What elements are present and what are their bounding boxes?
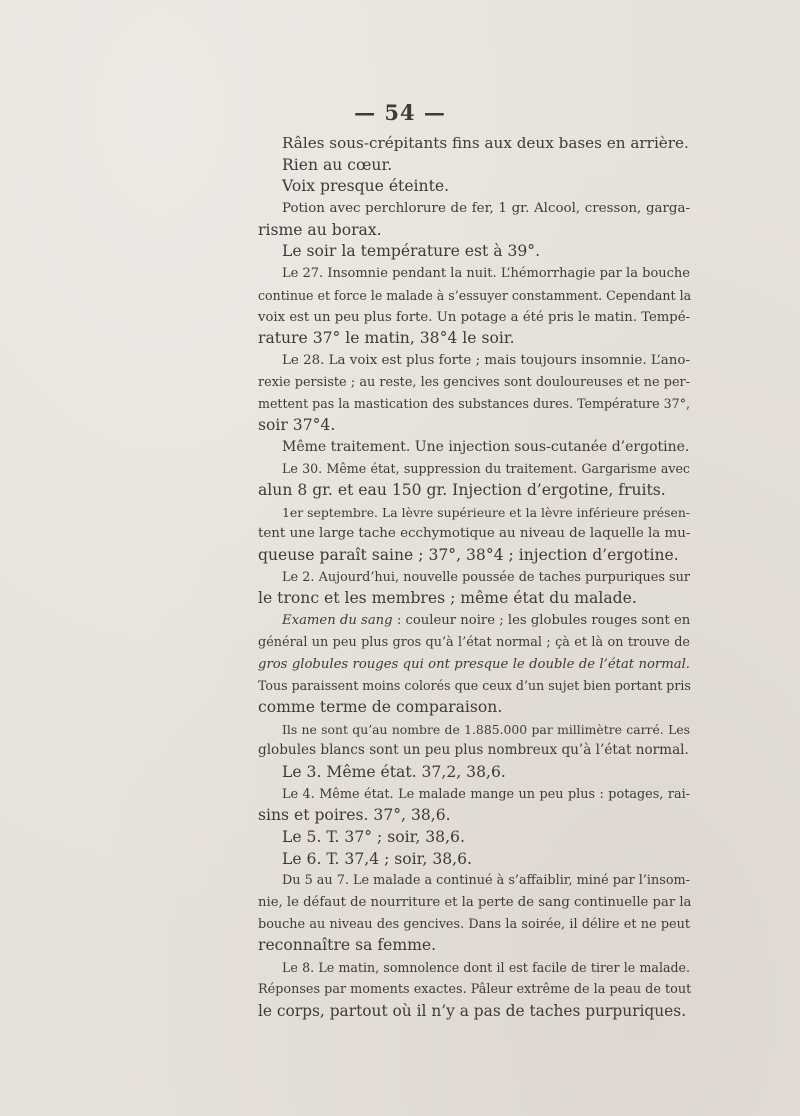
text-line: Le 3. Même état. 37,2, 38,6. — [282, 762, 506, 781]
text-line: général un peu plus gros qu’à l’état normal ; çà et là on trouve de — [258, 634, 690, 650]
text-line: Examen du sang : couleur noire ; les globules rouges sont en — [282, 613, 691, 629]
text-line: reconnaître sa femme. — [258, 936, 437, 955]
text-line: voix est un peu plus forte. Un potage a été pris le matin. Tempé- — [258, 309, 690, 325]
text-line: globules blancs sont un peu plus nombreux qu’à l’état normal. — [258, 742, 689, 759]
text-line: Râles sous-crépitants fins aux deux bases en arrière. — [282, 134, 689, 152]
text-line: le tronc et les membres ; même état du malade. — [258, 589, 637, 608]
text-line: Le 5. T. 37° ; soir, 38,6. — [282, 828, 465, 846]
page-number: — 54 — — [354, 100, 446, 125]
text-line: rexie persiste ; au reste, les gencives sont douloureuses et ne per- — [258, 374, 690, 390]
text-line: rature 37° le matin, 38°4 le soir. — [258, 329, 515, 348]
text-line: Le 2. Aujourd’hui, nouvelle poussée de taches purpuriques sur — [282, 569, 690, 585]
text-line: le corps, partout où il n’y a pas de taches purpuriques. — [258, 1001, 687, 1020]
italic-heading: Examen du sang — [282, 613, 393, 629]
text-line: Tous paraissent moins colorés que ceux d’un sujet bien portant pris — [258, 678, 691, 694]
text-line: bouche au niveau des gencives. Dans la soirée, il délire et ne peut — [258, 916, 690, 932]
text-line: Le 8. Le matin, somnolence dont il est facile de tirer le malade. — [282, 960, 690, 976]
text-line: 1er septembre. La lèvre supérieure et la lèvre inférieure présen- — [282, 504, 690, 520]
text-line: Voix presque éteinte. — [282, 177, 450, 196]
text-line: mettent pas la mastication des substances dures. Température 37°, — [258, 396, 690, 412]
text-line: tent une large tache ecchymotique au niveau de laquelle la mu- — [258, 526, 691, 542]
text-line: nie, le défaut de nourriture et la perte de sang continuelle par la — [258, 895, 692, 911]
text-line: comme terme de comparaison. — [258, 697, 503, 716]
text-line: Potion avec perchlorure de fer, 1 gr. Alcool, cresson, garga- — [282, 201, 690, 217]
text-line: Même traitement. Une injection sous-cutanée d’ergotine. — [282, 438, 690, 455]
text-line: Le 28. La voix est plus forte ; mais toujours insomnie. L’ano- — [282, 352, 690, 368]
text-line: risme au borax. — [258, 220, 382, 239]
text-line: Le 4. Même état. Le malade mange un peu plus : potages, rai- — [282, 786, 690, 802]
body-text — [258, 133, 690, 1022]
text-line: Rien au cœur. — [282, 155, 393, 174]
text-line: Réponses par moments exactes. Pâleur extrême de la peau de tout — [258, 981, 692, 997]
text-line: Ils ne sont qu’au nombre de 1.885.000 par millimètre carré. Les — [282, 721, 690, 737]
text-line: sins et poires. 37°, 38,6. — [258, 806, 451, 825]
text-line: Le 30. Même état, suppression du traitement. Gargarisme avec — [282, 461, 690, 477]
text-line: Le 27. Insomnie pendant la nuit. L’hémorrhagie par la bouche — [282, 266, 690, 282]
text-line: Le soir la température est à 39°. — [282, 242, 541, 261]
text-line: queuse paraît saine ; 37°, 38°4 ; injection d’ergotine. — [258, 546, 679, 565]
text-line: Le 6. T. 37,4 ; soir, 38,6. — [282, 849, 472, 868]
text-line: gros globules rouges qui ont presque le double de l’état normal. — [258, 656, 690, 672]
text-line: alun 8 gr. et eau 150 gr. Injection d’ergotine, fruits. — [258, 481, 666, 499]
text-line: soir 37°4. — [258, 415, 336, 434]
text-line: continue et force le malade à s’essuyer constamment. Cependant la — [258, 287, 692, 303]
text-line: Du 5 au 7. Le malade a continué à s’affaiblir, miné par l’insom- — [282, 873, 690, 889]
